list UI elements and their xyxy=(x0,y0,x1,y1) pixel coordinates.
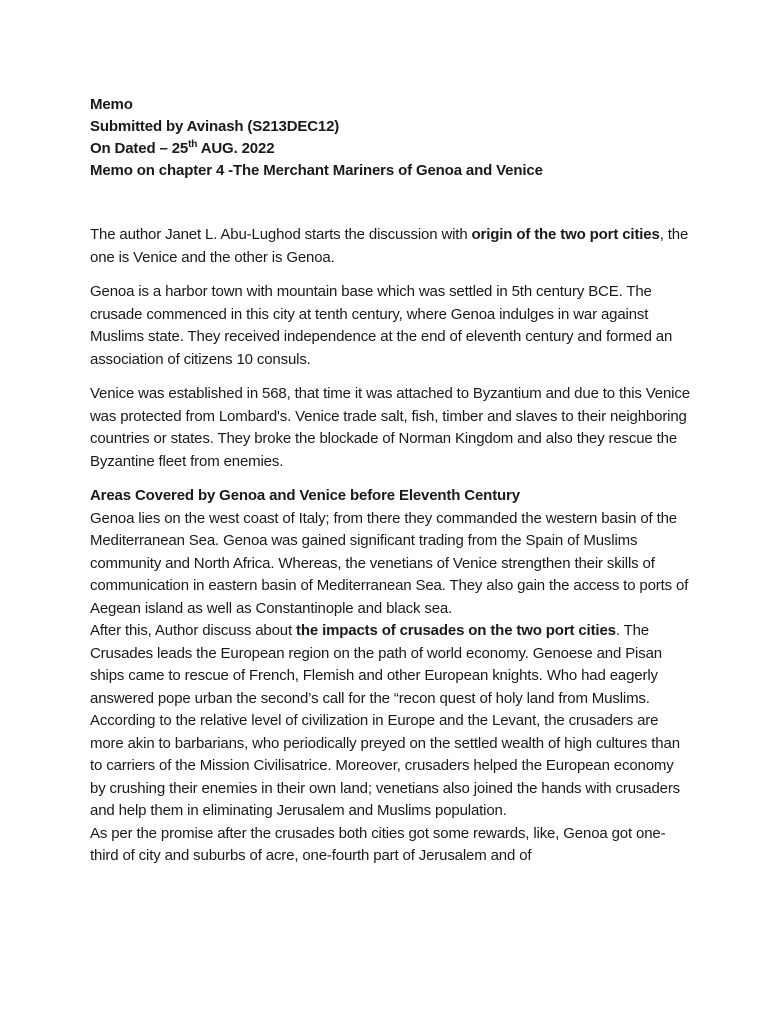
date-superscript: th xyxy=(188,139,198,150)
memo-topic: Memo on chapter 4 -The Merchant Mariners of Genoa and Venice xyxy=(90,162,543,179)
paragraph-text: After this, Author discuss about xyxy=(90,622,296,639)
memo-title: Memo xyxy=(90,96,133,113)
paragraph-text: . The Crusades leads the European region on the path of world economy. Genoese and Pisan ships came to rescue of French, Flemish and other European knights. Who had eagerly answered pope urban the second’s call for the “recon quest of holy land from Muslims. According to the relative level of civilization in Europe and the Levant, the crusaders are more akin to barbarians, who periodically preyed on the settled wealth of high cultures than to carriers of the Mission Civilisatrice. Moreover, crusaders helped the European economy by crushing their enemies in their own land; venetians also joined the hands with crusaders and help them in eliminating Jerusalem and Muslims population. xyxy=(90,622,681,819)
paragraph-text: The author Janet L. Abu-Lughod starts the discussion with xyxy=(90,226,472,243)
section-heading: Areas Covered by Genoa and Venice before Eleventh Century xyxy=(90,487,520,504)
submitted-by: Submitted by Avinash (S213DEC12) xyxy=(90,118,340,135)
paragraph-origin xyxy=(90,224,690,269)
paragraph-crusades xyxy=(90,620,690,823)
document-page xyxy=(90,94,690,868)
date-suffix: AUG. 2022 xyxy=(197,140,275,157)
paragraph-text: , the one is Venice and the other is Genoa. xyxy=(90,226,689,266)
paragraph-genoa: Genoa is a harbor town with mountain base which was settled in 5th century BCE. The crusade commenced in this city at tenth century, where Genoa indulges in war against Muslims state. They received independence at the end of eleventh century and formed an association of citizens 10 consuls. xyxy=(90,283,673,368)
date-prefix: On Dated – 25 xyxy=(90,140,189,157)
emphasis-text: the impacts of crusades on the two port cities xyxy=(296,622,616,639)
paragraph-venice: Venice was established in 568, that time it was attached to Byzantium and due to this Venice was protected from Lombard's. Venice trade salt, fish, timber and slaves to their neighboring countries or states. They broke the blockade of Norman Kingdom and also they rescue the Byzantine fleet from enemies. xyxy=(90,385,690,470)
memo-header xyxy=(90,94,690,182)
emphasis-text: origin of the two port cities xyxy=(471,226,660,243)
paragraph-rewards: As per the promise after the crusades both cities got some rewards, like, Genoa got one-third of city and suburbs of acre, one-fourth part of Jerusalem and of xyxy=(90,824,666,864)
paragraph-areas: Genoa lies on the west coast of Italy; from there they commanded the western basin of the Mediterranean Sea. Genoa was gained significant trading from the Spain of Muslims community and North Africa. Whereas, the venetians of Venice strengthen their skills of communication in eastern basin of Mediterranean Sea. They also gain the access to ports of Aegean island as well as Constantinople and black sea. xyxy=(90,509,689,617)
date-line xyxy=(90,138,690,160)
